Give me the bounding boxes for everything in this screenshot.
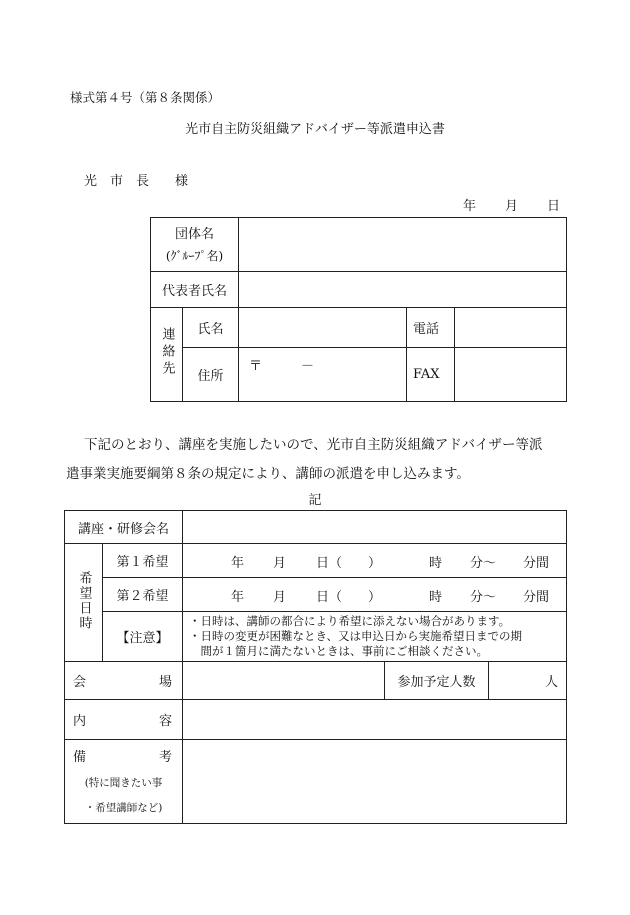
first-hour: 時: [429, 555, 443, 571]
course-label: 講座・研修会名: [65, 511, 183, 544]
date-year-label: 年: [463, 199, 477, 214]
contact-name-label: 氏名: [183, 308, 239, 348]
participants-field[interactable]: [489, 662, 567, 700]
date-day-label: 日: [547, 199, 561, 214]
address-label: 住所: [183, 348, 239, 402]
second-choice-field[interactable]: [183, 578, 567, 612]
datetime-label: 希望日時: [76, 570, 92, 631]
body-text-line-1: 下記のとおり、講座を実施したいので、光市自主防災組織アドバイザー等派: [84, 437, 543, 453]
second-day: 日（ ）: [316, 589, 382, 605]
fax-label: FAX: [407, 348, 455, 402]
content-label-2: 容: [159, 714, 173, 729]
form-number: 様式第４号（第８条関係）: [70, 90, 221, 105]
ki-label: 記: [308, 493, 322, 508]
first-duration: 分間: [523, 555, 550, 571]
remarks-label-2: 考: [159, 750, 173, 765]
group-name-label: 団体名: [174, 226, 214, 242]
body-text-line-2: 遣事業実施要綱第８条の規定により、講師の派遣を申し込みます。: [66, 466, 470, 482]
second-choice-label: 第２希望: [103, 578, 183, 612]
date-month-label: 月: [505, 199, 519, 214]
applicant-table: [150, 217, 567, 402]
notice-text: [183, 612, 567, 662]
contact-label: 連絡先: [159, 327, 175, 378]
group-name-field[interactable]: [239, 218, 567, 272]
content-field[interactable]: [183, 700, 567, 740]
phone-field[interactable]: [455, 308, 567, 348]
notice-line-3: 間が１箇月に満たないときは、事前にご相談ください。: [189, 644, 489, 658]
second-hour: 時: [429, 589, 443, 605]
datetime-label-cell: [65, 544, 103, 662]
fax-field[interactable]: [455, 348, 567, 402]
remarks-field[interactable]: [183, 740, 567, 824]
group-name-label-cell: [151, 218, 239, 272]
remarks-sub-1: (特に聞きたい事: [84, 777, 163, 789]
representative-field[interactable]: [239, 272, 567, 308]
first-minute: 分～: [470, 555, 497, 571]
contact-label-cell: [151, 308, 183, 402]
postal-mark: 〒 －: [249, 359, 315, 374]
venue-label-1: 会: [73, 675, 87, 690]
form-title: 光市自主防災組織アドバイザー等派遣申込書: [185, 122, 445, 137]
address-field[interactable]: [239, 348, 407, 402]
remarks-sub-2: ・希望講師など): [84, 802, 163, 814]
contact-name-field[interactable]: [239, 308, 407, 348]
first-day: 日（ ）: [316, 555, 382, 571]
second-minute: 分～: [470, 589, 497, 605]
second-month: 月: [273, 589, 287, 605]
first-month: 月: [273, 555, 287, 571]
request-table: [64, 510, 567, 824]
phone-label: 電話: [407, 308, 455, 348]
venue-label-cell: [65, 662, 183, 700]
group-name-sublabel: (ｸﾞﾙｰﾌﾟ名): [165, 248, 224, 263]
course-field[interactable]: [183, 511, 567, 544]
participants-unit: 人: [545, 675, 559, 690]
venue-field[interactable]: [183, 662, 385, 700]
second-duration: 分間: [523, 589, 550, 605]
content-label-1: 内: [73, 714, 87, 729]
first-choice-field[interactable]: [183, 544, 567, 578]
addressee: 光 市 長 様: [84, 174, 189, 189]
participants-label: 参加予定人数: [385, 662, 489, 700]
remarks-label-1: 備: [73, 750, 87, 765]
notice-line-2: ・日時の変更が困難なとき、又は申込日から実施希望日までの期: [189, 629, 523, 643]
content-label-cell: [65, 700, 183, 740]
representative-label: 代表者氏名: [151, 272, 239, 308]
first-year: 年: [231, 555, 245, 571]
first-choice-label: 第１希望: [103, 544, 183, 578]
second-year: 年: [231, 589, 245, 605]
remarks-label-cell: [65, 740, 183, 824]
notice-label: 【注意】: [103, 612, 183, 662]
venue-label-2: 場: [159, 675, 173, 690]
notice-line-1: ・日時は、講師の都合により希望に添えない場合があります。: [189, 614, 511, 628]
